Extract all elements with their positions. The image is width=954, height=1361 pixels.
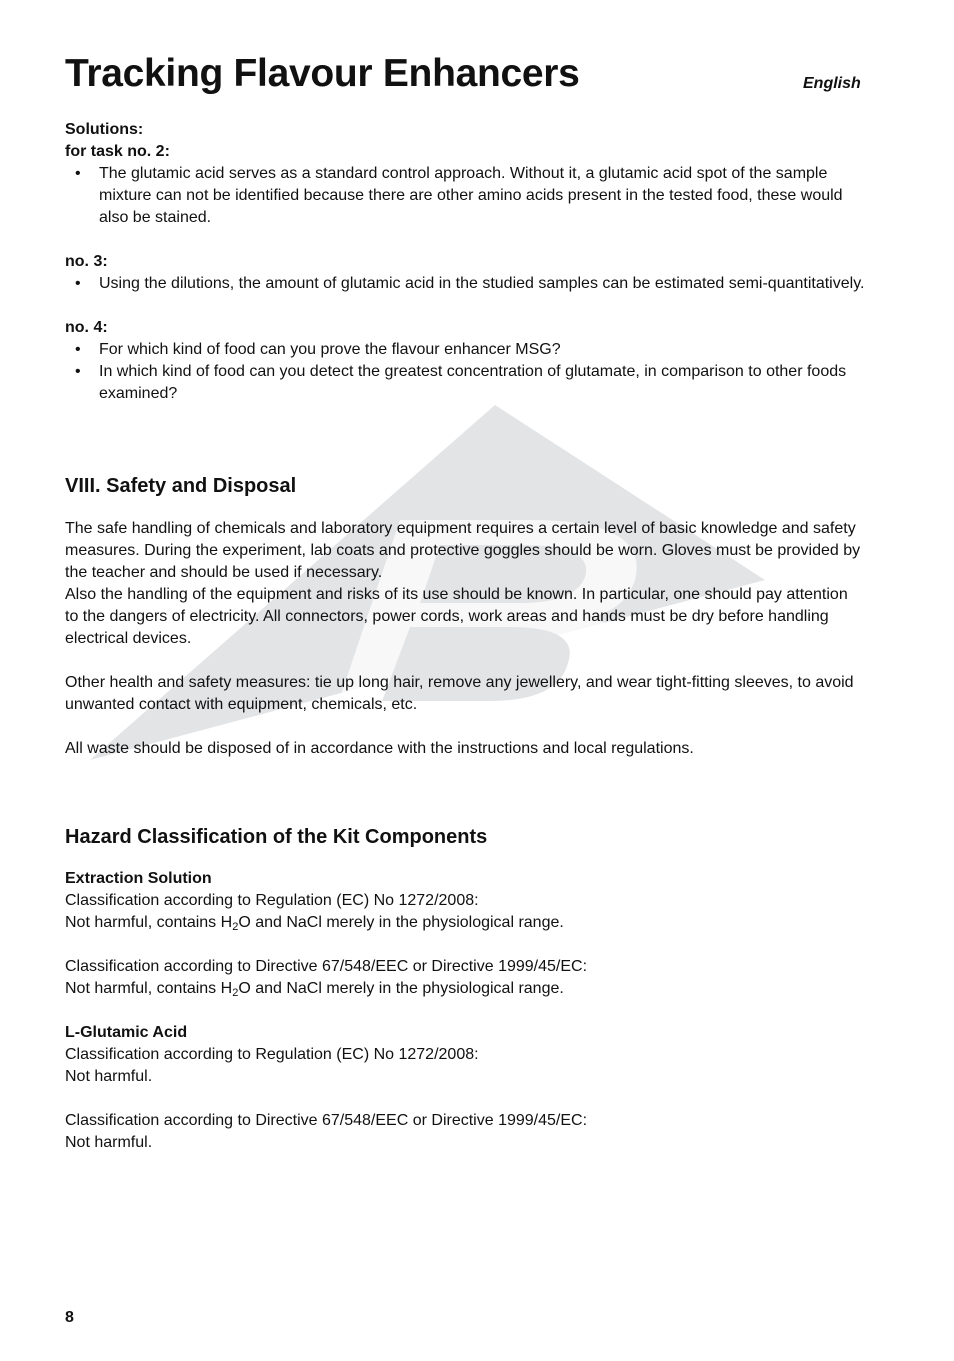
solutions-heading: Solutions: [65, 121, 144, 138]
list-item: • For which kind of food can you prove the flavour enhancer MSG? [65, 339, 865, 361]
disposal-paragraph: All waste should be disposed of in accordance with the instructions and local regulations. [65, 740, 694, 757]
task4-label: no. 4: [65, 319, 108, 336]
classification-line: Classification according to Directive 67/548/EEC or Directive 1999/45/EC: [65, 958, 588, 975]
hazard-heading: Hazard Classification of the Kit Components [65, 826, 488, 848]
classification-line: Classification according to Regulation (EC) No 1272/2008: [65, 1046, 479, 1063]
classification-value: Not harmful. [65, 1068, 153, 1085]
page-title: Tracking Flavour Enhancers [65, 52, 580, 95]
classification-value: Not harmful, contains $H_2O$ and NaCl merely in the physiological range. [65, 980, 564, 999]
safety-heading: VIII. Safety and Disposal [65, 475, 297, 497]
safety-paragraph: The safe handling of chemicals and laboratory equipment requires a certain level of basic knowledge and safety measures. During the experiment, lab coats and protective goggles should be worn. Gloves must be provided by the teacher and should be used if necessary. [65, 520, 861, 581]
task3-label: no. 3: [65, 253, 108, 270]
main-content [65, 119, 865, 1154]
page-number: 8 [65, 1309, 74, 1326]
classification-value: Not harmful. [65, 1134, 153, 1151]
task3-list [65, 273, 865, 295]
safety-paragraph: Also the handling of the equipment and risks of its use should be known. In particular, one should pay attention to the dangers of electricity. All connectors, power cords, work areas and hands must be dry before handling electrical devices. [65, 586, 848, 647]
task2-label: for task no. 2: [65, 143, 170, 160]
safety-paragraph: Other health and safety measures: tie up long hair, remove any jewellery, and wear tight-fitting sleeves, to avoid unwanted contact with equipment, chemicals, etc. [65, 674, 854, 713]
component-name: Extraction Solution [65, 870, 212, 887]
task4-list [65, 339, 865, 405]
classification-line: Classification according to Regulation (EC) No 1272/2008: [65, 892, 479, 909]
classification-value: Not harmful, contains $H_2O$ and NaCl merely in the physiological range. [65, 914, 564, 933]
list-item: • Using the dilutions, the amount of glutamic acid in the studied samples can be estimated semi-quantitatively. [65, 273, 865, 295]
list-item: • In which kind of food can you detect the greatest concentration of glutamate, in comparison to other foods examined? [65, 361, 865, 405]
classification-line: Classification according to Directive 67/548/EEC or Directive 1999/45/EC: [65, 1112, 588, 1129]
list-item: • The glutamic acid serves as a standard control approach. Without it, a glutamic acid spot of the sample mixture can not be identified because there are other amino acids present in the tested food, these would also be stained. [65, 163, 865, 229]
task2-list [65, 163, 865, 229]
component-name: L-Glutamic Acid [65, 1024, 188, 1041]
language-label: English [803, 75, 861, 92]
